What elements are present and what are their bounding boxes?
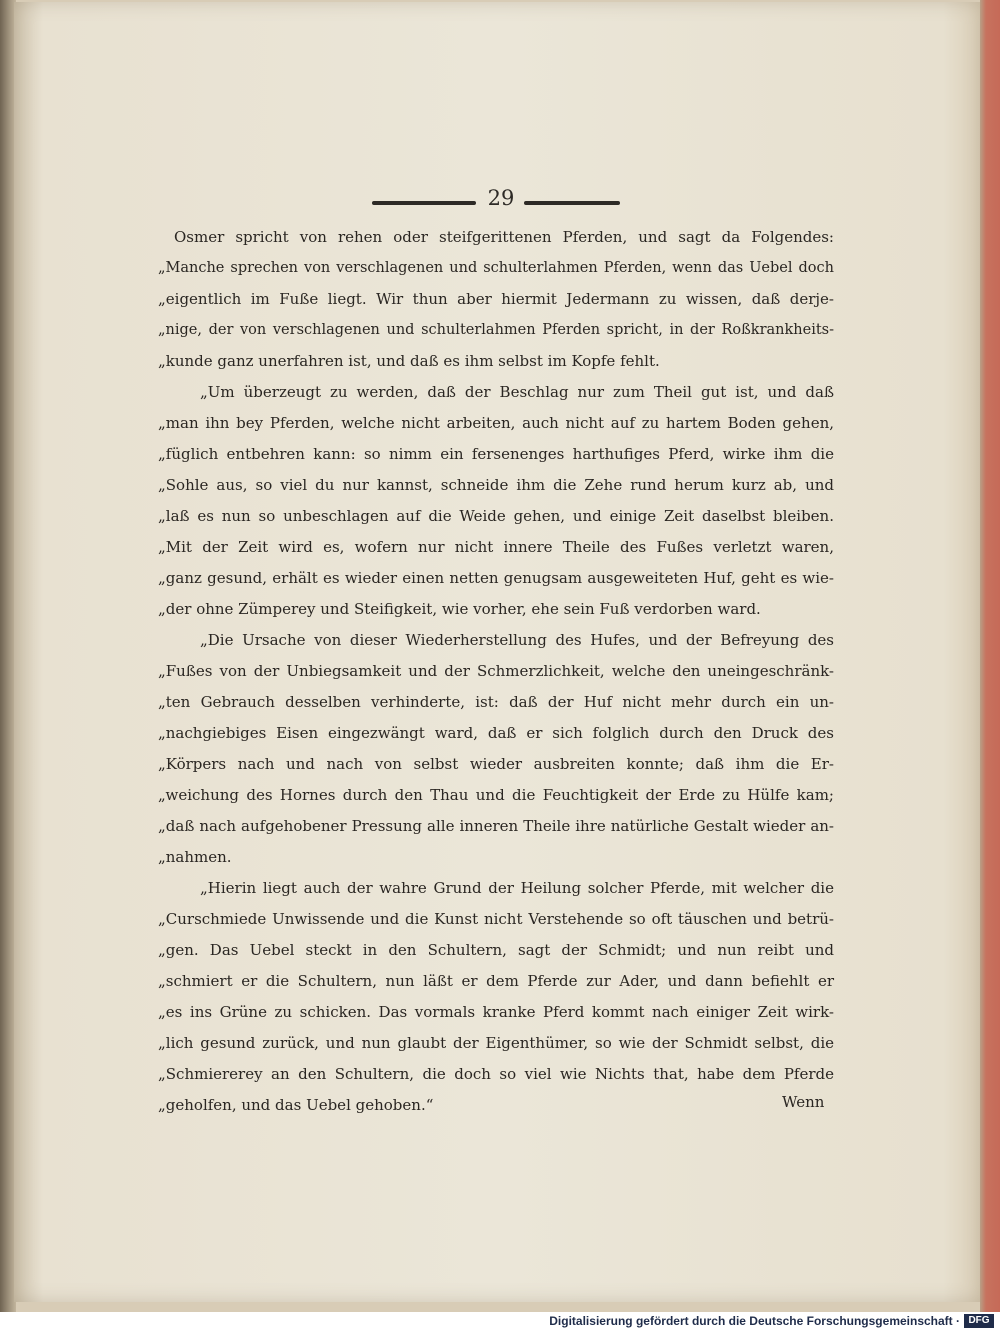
- text-line: „weichung des Hornes durch den Thau und die Feuchtigkeit der Erde zu Hülfe kam;: [158, 786, 834, 804]
- catchword: Wenn: [782, 1093, 825, 1111]
- text-line: „man ihn bey Pferden, welche nicht arbeiten, auch nicht auf zu hartem Boden gehen,: [158, 414, 834, 432]
- text-line: „nahmen.: [158, 848, 232, 866]
- text-line: „es ins Grüne zu schicken. Das vormals kranke Pferd kommt nach einiger Zeit wirk-: [158, 1003, 834, 1021]
- text-line: „eigentlich im Fuße liegt. Wir thun aber hiermit Jedermann zu wissen, daß derje-: [158, 290, 834, 308]
- text-line: „Manche sprechen von verschlagenen und schulterlahmen Pferden, wenn das Uebel doch: [158, 260, 834, 276]
- body-text: [158, 222, 834, 1121]
- text-line: „Schmiererey an den Schultern, die doch so viel wie Nichts that, habe dem Pferde: [158, 1065, 834, 1083]
- text-line: „ten Gebrauch desselben verhinderte, ist: daß der Huf nicht mehr durch ein un-: [158, 693, 834, 711]
- header-rule-right: [524, 201, 620, 205]
- text-line: „Die Ursache von dieser Wiederherstellung des Hufes, und der Befreyung des: [200, 631, 834, 649]
- footer-bar: [0, 1312, 1000, 1331]
- text-line: „ganz gesund, erhält es wieder einen netten genugsam ausgeweiteten Huf, geht es wie-: [158, 569, 834, 587]
- text-line: „Curschmiede Unwissende und die Kunst nicht Verstehende so oft täuschen und betrü-: [158, 910, 834, 928]
- text-line: „laß es nun so unbeschlagen auf die Weide gehen, und einige Zeit daselbst bleiben.: [158, 507, 834, 525]
- text-line: „Körpers nach und nach von selbst wieder ausbreiten konnte; daß ihm die Er-: [158, 755, 834, 773]
- page-number: 29: [487, 186, 515, 210]
- footer-credit: Digitalisierung gefördert durch die Deutsche Forschungsgemeinschaft ·: [549, 1314, 960, 1328]
- text-line: „Hierin liegt auch der wahre Grund der Heilung solcher Pferde, mit welcher die: [200, 879, 834, 897]
- dfg-logo-icon: DFG: [964, 1314, 994, 1328]
- text-line: „Fußes von der Unbiegsamkeit und der Schmerzlichkeit, welche den uneingeschränk-: [158, 662, 834, 680]
- text-line: „nige, der von verschlagenen und schulterlahmen Pferden spricht, in der Roßkrankheits-: [158, 322, 834, 338]
- text-line: „gen. Das Uebel steckt in den Schultern, sagt der Schmidt; und nun reibt und: [158, 941, 834, 959]
- page-header: [0, 186, 1000, 216]
- text-line: „daß nach aufgehobener Pressung alle inneren Theile ihre natürliche Gestalt wieder an-: [158, 817, 834, 835]
- text-line: „Mit der Zeit wird es, wofern nur nicht innere Theile des Fußes verletzt waren,: [158, 538, 834, 556]
- header-rule-left: [372, 201, 476, 205]
- text-line: „füglich entbehren kann: so nimm ein fersenenges harthufiges Pferd, wirke ihm die: [158, 445, 834, 463]
- text-line: „schmiert er die Schultern, nun läßt er dem Pferde zur Ader, und dann befiehlt er: [158, 972, 834, 990]
- text-line: „lich gesund zurück, und nun glaubt der Eigenthümer, so wie der Schmidt selbst, die: [158, 1034, 834, 1052]
- text-line: „geholfen, und das Uebel gehoben.“: [158, 1096, 434, 1114]
- text-line: „der ohne Zümperey und Steifigkeit, wie vorher, ehe sein Fuß verdorben ward.: [158, 600, 761, 618]
- text-line: „Sohle aus, so viel du nur kannst, schneide ihm die Zehe rund herum kurz ab, und: [158, 476, 834, 494]
- text-line: Osmer spricht von rehen oder steifgerittenen Pferden, und sagt da Folgendes:: [174, 228, 834, 246]
- text-line: „nachgiebiges Eisen eingezwängt ward, daß er sich folglich durch den Druck des: [158, 724, 834, 742]
- text-line: „kunde ganz unerfahren ist, und daß es ihm selbst im Kopfe fehlt.: [158, 352, 660, 370]
- text-line: „Um überzeugt zu werden, daß der Beschlag nur zum Theil gut ist, und daß: [200, 383, 834, 401]
